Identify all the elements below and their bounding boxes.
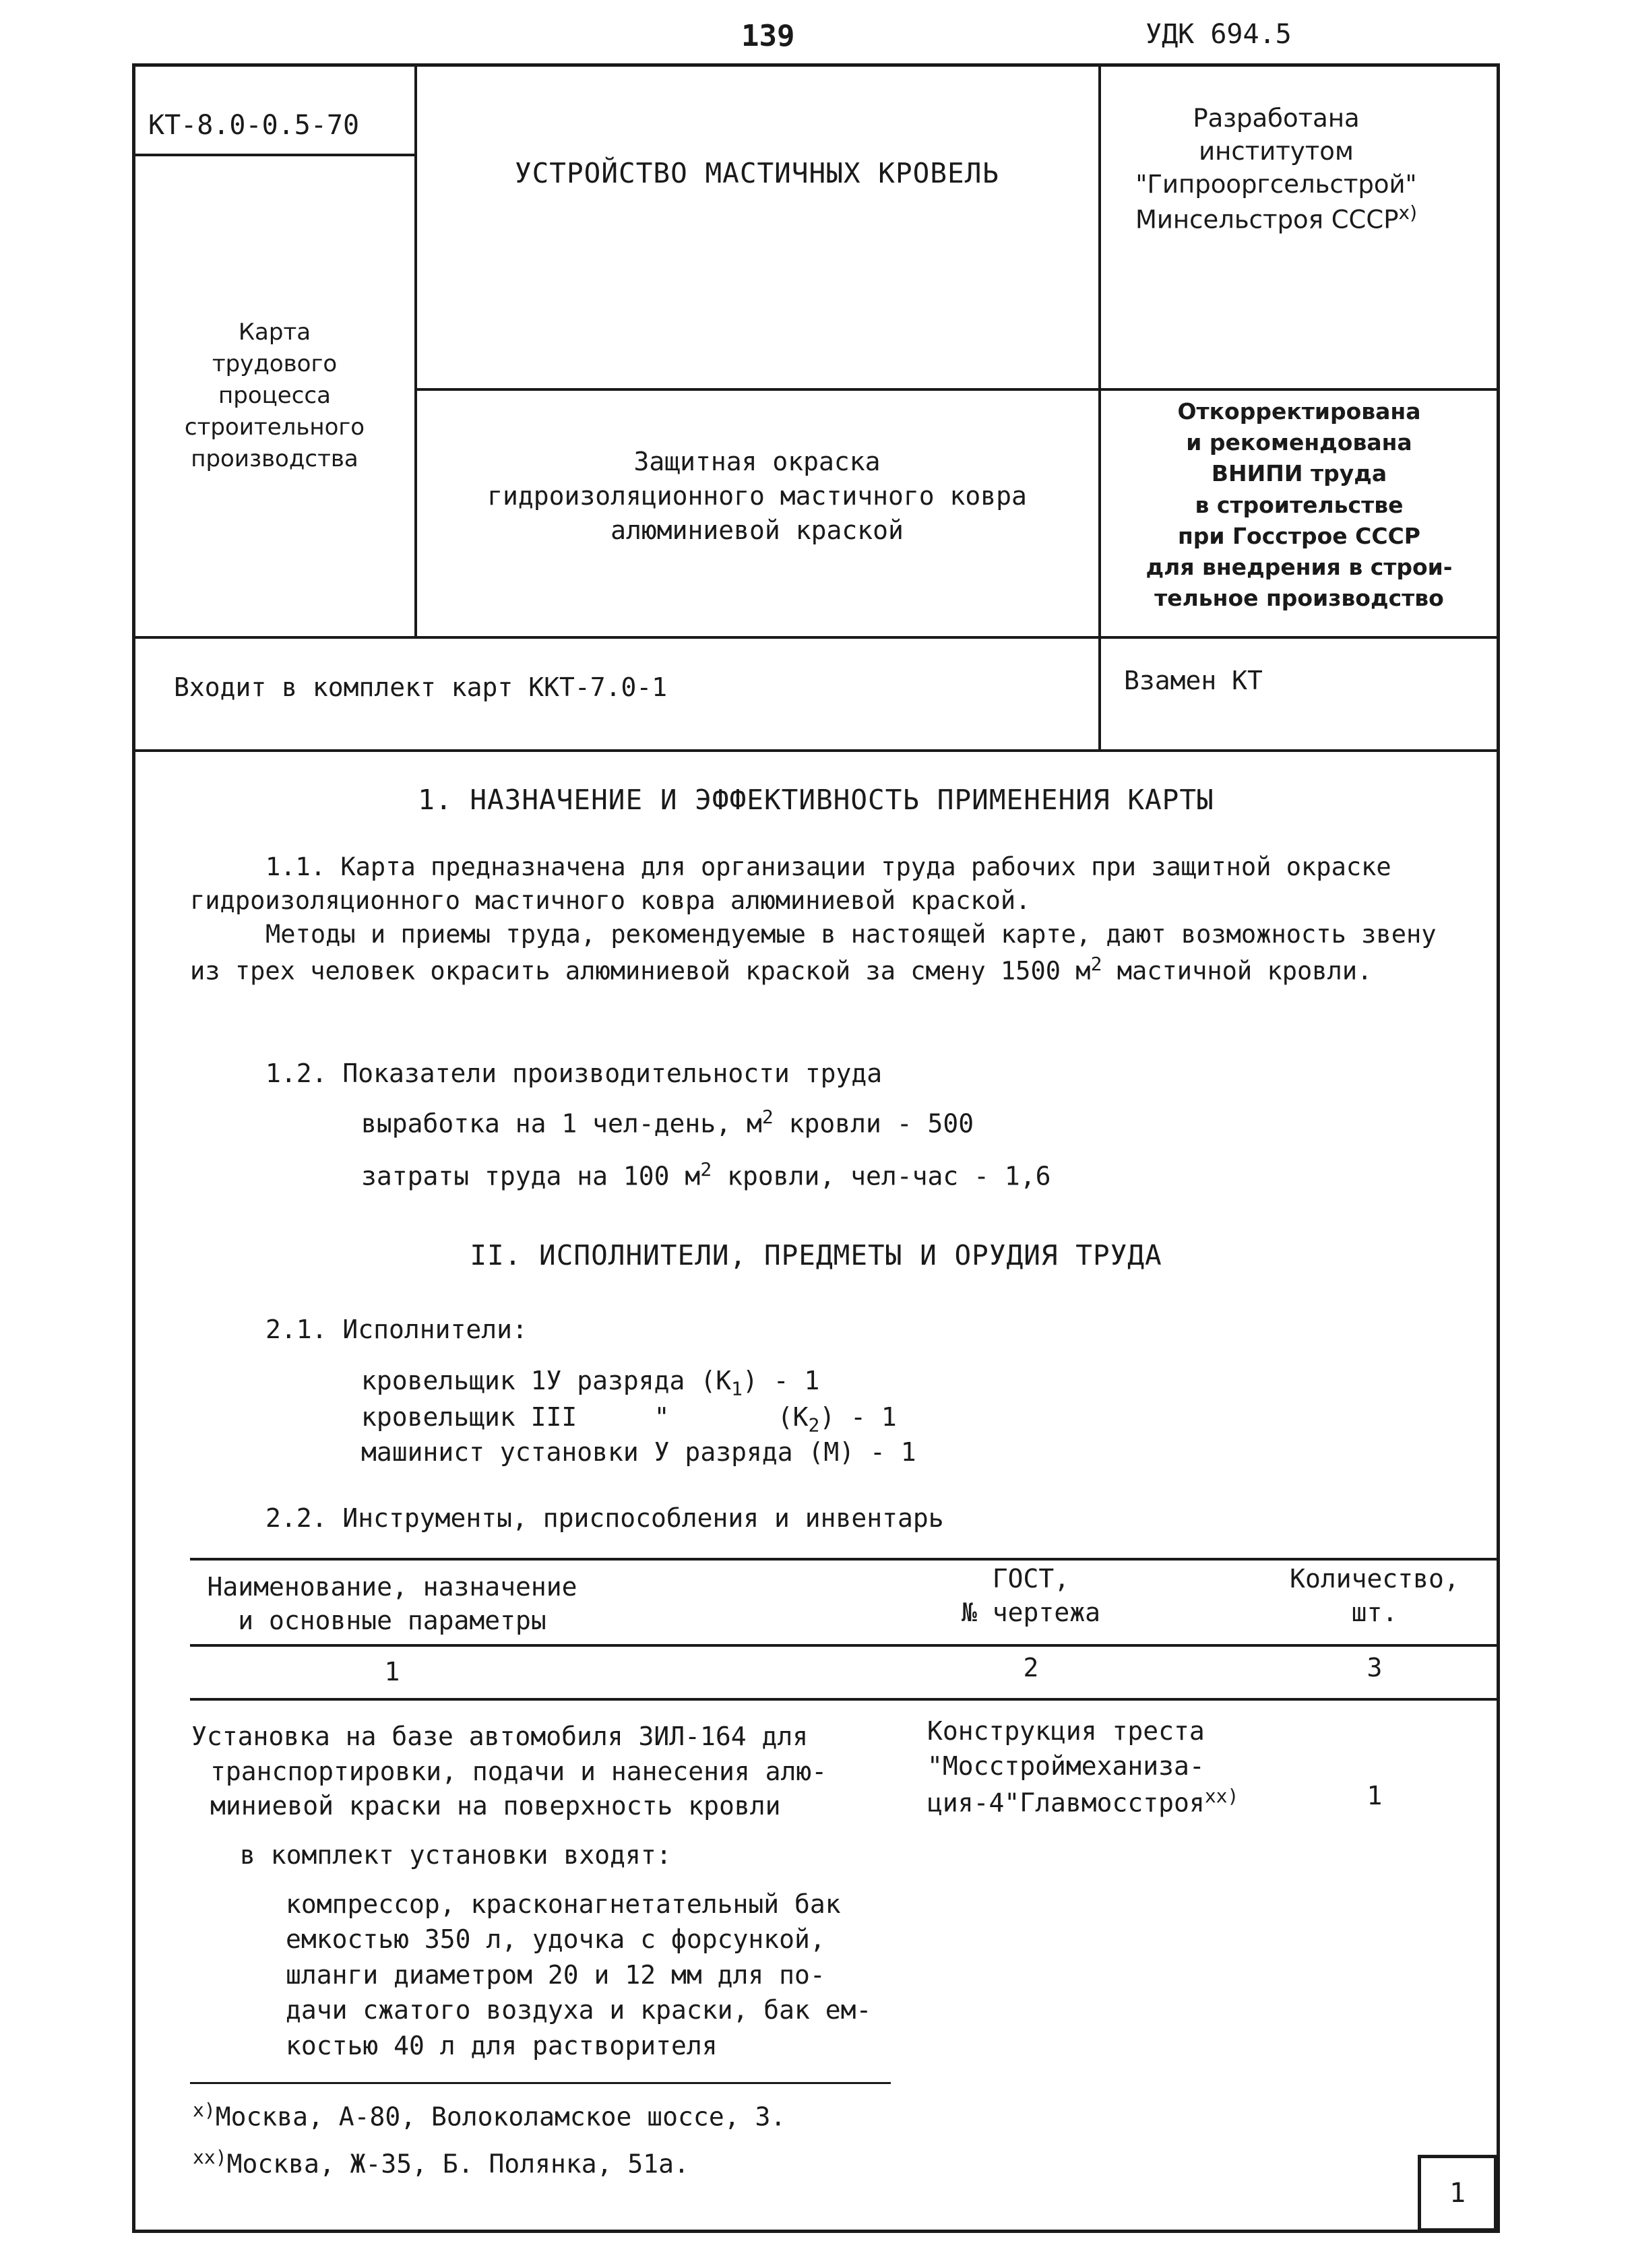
grid-vline-left (414, 65, 417, 637)
card-code: КТ-8.0-0.5-70 (148, 110, 360, 141)
card-type: Карта трудового процесса строительного производства (184, 319, 365, 472)
performer-roofer-3: кровельщик III " $(К_2) - 1$ (361, 1402, 897, 1437)
section2-tools-title: 2.2. Инструменты, приспособления и инвентарь (265, 1503, 944, 1533)
grid-hline-bottom (133, 636, 1497, 639)
table-row1-name: Установка на базе автомобиля ЗИЛ-164 для транспортировки, подачи и нанесения алю- миниевой краски на поверхность кровли (191, 1722, 827, 1821)
card-developer: Разработана институтом "Гипрооргсельстрой" Минсельстроя $СССР^{х)}$ (1135, 104, 1418, 234)
page-number: 139 (741, 19, 795, 53)
footnote-mark-x: х) (1398, 201, 1418, 224)
section2-performers-title: 2.1. Исполнители: (265, 1315, 528, 1344)
table-numbers-line (190, 1698, 1497, 1701)
section1-heading: 1. НАЗНАЧЕНИЕ И ЭФФЕКТИВНОСТЬ ПРИМЕНЕНИЯ КАРТЫ (418, 784, 1214, 816)
section1-indicators-title: 1.2. Показатели производительности труда (265, 1059, 883, 1088)
table-col2-header: ГОСТ, № чертежа (962, 1564, 1100, 1628)
table-top-line (190, 1558, 1497, 1561)
table-col1-number: 1 (384, 1657, 400, 1687)
performer-roofer-4: кровельщик 1У разряда $(К_1) - 1$ (361, 1366, 820, 1400)
table-row1-kit-contents: компрессор, красконагнетательный бак емкостью 350 л, удочка с форсункой, шланги диаметром 20 и 12 мм для по- дачи сжатого воздуха и краски, бак ем- костью 40 л для растворителя (286, 1889, 872, 2060)
footnote-1: $^{х)}$Москва, А-80, Волоколамское шоссе, 3. (193, 2099, 786, 2132)
table-header-line (190, 1644, 1497, 1647)
table-row1-gost: Конструкция треста "Мосстроймеханиза- ция-4"Главмосстроя$^{хх)}$ (927, 1716, 1239, 1818)
section1-paragraph-1: 1.1. Карта предназначена для организации труда рабочих при защитной окраске гидроизоляционного мастичного ковра алюминиевой краской. (190, 852, 1391, 915)
card-kit: Входит в комплект карт ККТ-7.0-1 (174, 672, 668, 702)
grid-hline-kit (133, 749, 1497, 752)
footnote-rule (190, 2082, 891, 2084)
grid-hline-code (133, 154, 416, 156)
card-replaces: Взамен КТ (1124, 666, 1263, 695)
performer-operator: машинист установки У разряда (М) - 1 (361, 1437, 916, 1467)
card-title: УСТРОЙСТВО МАСТИЧНЫХ КРОВЕЛЬ (514, 157, 1000, 189)
section1-paragraph-2: Методы и приемы труда, рекомендуемые в настоящей карте, дают возможность звену из трех человек окрасить алюминиевой краской за смену 1500 $м^2$ мастичной кровли. (190, 920, 1437, 985)
indicator-labor-cost: затраты труда на 100 $м^2$ кровли, чел-час - 1,6 (361, 1158, 1051, 1191)
card-corrected: Откорректирована и рекомендована ВНИПИ труда в строительстве при Госстрое СССР для внедрения в строи- тельное производство (1145, 398, 1453, 612)
table-col3-header: Количество, шт. (1290, 1564, 1460, 1628)
grid-hline-middle (416, 388, 1497, 391)
table-col3-number: 3 (1367, 1653, 1383, 1682)
table-row1-quantity: 1 (1367, 1781, 1383, 1810)
table-row1-kit-intro: в комплект установки входят: (240, 1840, 672, 1870)
sheet-number: 1 (1449, 2178, 1466, 2209)
sheet-number-box (1418, 2155, 1497, 2232)
card-subtitle: Защитная окраска гидроизоляционного мастичного ковра алюминиевой краской (487, 447, 1027, 545)
footnote-mark-xx: хх) (1204, 1785, 1239, 1808)
footnote-2: $^{хх)}$Москва, Ж-35, Б. Полянка, 51а. (193, 2146, 689, 2179)
table-col2-number: 2 (1023, 1653, 1039, 1682)
table-col1-header: Наименование, назначение и основные параметры (207, 1572, 577, 1636)
section2-heading: II. ИСПОЛНИТЕЛИ, ПРЕДМЕТЫ И ОРУДИЯ ТРУДА (470, 1239, 1162, 1271)
udk-code: УДК 694.5 (1145, 19, 1292, 50)
indicator-output: выработка на 1 чел-день, $м^2$ кровли - 500 (361, 1106, 974, 1139)
